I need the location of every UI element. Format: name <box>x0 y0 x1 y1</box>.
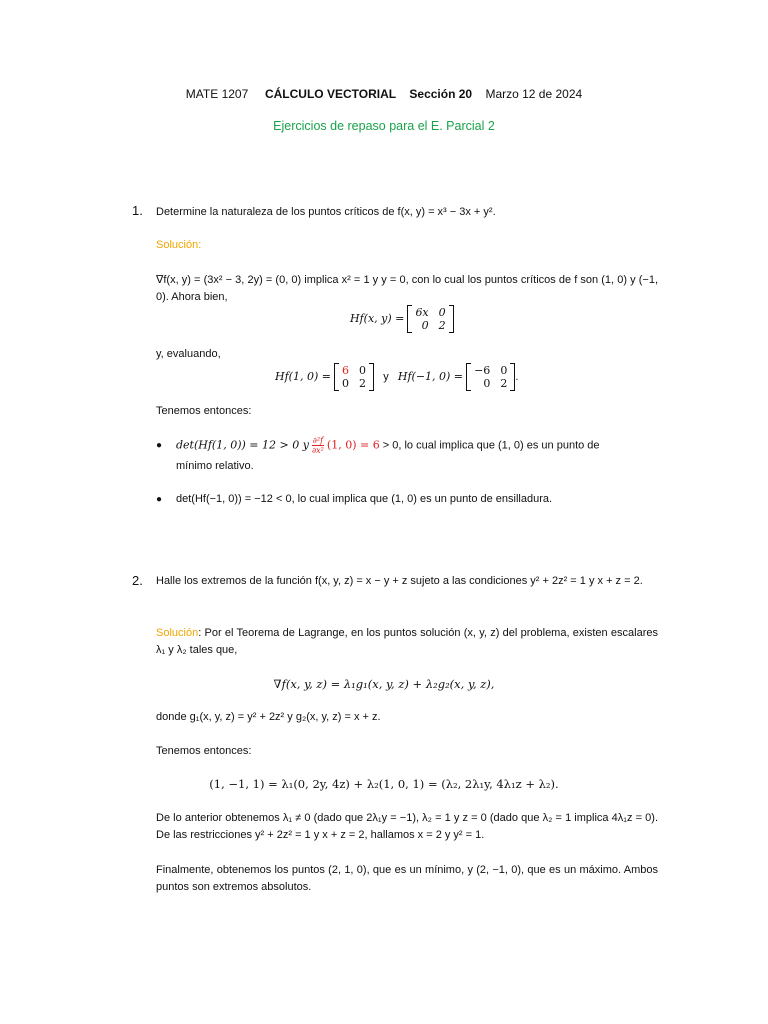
fraction-denominator: ∂x² <box>311 446 324 455</box>
hessian-2-matrix: −6 0 0 2 . <box>466 363 518 391</box>
matrix-cell: 6x <box>415 306 429 319</box>
bullet-1-continuation: mínimo relativo. <box>176 460 254 472</box>
matrix-cell: 0 <box>483 377 491 390</box>
exercise-2-statement: Halle los extremos de la función f(x, y, z) = x − y + z sujeto a las condiciones y² + 2z² = 1 y x + z = 2. <box>156 575 643 587</box>
matrix-cell: 2 <box>500 377 508 390</box>
hessian-1-matrix <box>334 363 374 391</box>
tenemos-text-1: Tenemos entonces: <box>156 405 252 417</box>
matrix-cell: 2 <box>438 319 446 332</box>
exercise-2-paragraph-1-text: : Por el Teorema de Lagrange, en los puntos solución (x, y, z) del problema, existen escalares λ₁ y λ₂ tales que, <box>156 627 658 656</box>
document-date: Marzo 12 de 2024 <box>485 87 583 101</box>
hessian-1-lhs: Hf(1, 0) = <box>275 369 331 383</box>
exercise-1-solucion-label: Solución: <box>156 239 202 251</box>
system-equation: (1, −1, 1) = λ₁(0, 2y, 4z) + λ₂(1, 0, 1) = (λ₂, 2λ₁y, 4λ₁z + λ₂). <box>209 777 559 791</box>
hessian-general <box>350 305 454 333</box>
course-title: CÁLCULO VECTORIAL <box>264 87 397 101</box>
document-header <box>0 87 768 101</box>
donde-text: donde g₁(x, y, z) = y² + 2z² y g₂(x, y, z) = x + z. <box>156 711 381 723</box>
bullet-1-det: det(Hf(1, 0)) = 12 > 0 y <box>176 438 309 452</box>
exercise-2-solucion-label: Solución <box>156 627 199 639</box>
tenemos-text-2: Tenemos entonces: <box>156 745 252 757</box>
matrix-cell: 0 <box>342 377 350 390</box>
matrix-cell: −6 <box>474 364 491 377</box>
matrix-cell: 6 <box>342 364 350 377</box>
exercise-1-statement: Determine la naturaleza de los puntos críticos de f(x, y) = x³ − 3x + y². <box>156 206 496 218</box>
matrix-cell: 0 <box>359 364 367 377</box>
exercise-2-paragraph-2: De lo anterior obtenemos λ₁ ≠ 0 (dado que 2λ₁y = −1), λ₂ = 1 y z = 0 (dado que λ₂ = 1 implica 4λ₁z = 0). De las restricciones y² + 2z² = 1 y x + z = 2, hallamos x = 2 y y² = 1. <box>156 812 658 841</box>
exercise-2-paragraph-1 <box>156 625 658 659</box>
hessian-matrix <box>407 305 453 333</box>
matrix-cell: 0 <box>421 319 429 332</box>
matrix-cell: 2 <box>359 377 367 390</box>
evaluando-text: y, evaluando, <box>156 348 221 360</box>
course-code: MATE 1207 <box>185 87 249 101</box>
course-section: Sección 20 <box>409 87 473 101</box>
exercise-1-number: 1. <box>132 203 143 218</box>
bullet-1-text: > 0, lo cual implica que (1, 0) es un punto de <box>382 439 600 452</box>
matrix-cell: 0 <box>438 306 446 319</box>
matrix-cell: 0 <box>500 364 508 377</box>
second-partial-fraction <box>312 436 324 455</box>
bullet-1 <box>176 436 600 455</box>
lagrange-equation: ∇f(x, y, z) = λ₁g₁(x, y, z) + λ₂g₂(x, y, z), <box>273 677 495 691</box>
conjunction: y <box>383 370 389 383</box>
exercise-2-paragraph-3: Finalmente, obtenemos los puntos (2, 1, 0), que es un mínimo, y (2, −1, 0), que es un máximo. Ambos puntos son extremos absolutos. <box>156 864 658 893</box>
bullet-1-value: (1, 0) = 6 <box>326 438 380 452</box>
exercise-1-paragraph-1: ∇f(x, y) = (3x² − 3, 2y) = (0, 0) implica x² = 1 y y = 0, con lo cual los puntos críticos de f son (1, 0) y (−1, 0). Ahora bien, <box>156 274 658 303</box>
fraction-numerator: ∂²f <box>312 436 324 445</box>
bullet-icon: ● <box>156 494 163 505</box>
document-subtitle: Ejercicios de repaso para el E. Parcial 2 <box>273 119 495 133</box>
bullet-2: det(Hf(−1, 0)) = −12 < 0, lo cual implica que (1, 0) es un punto de ensilladura. <box>176 493 553 505</box>
hessian-lhs: Hf(x, y) = <box>350 311 405 325</box>
hessian-2-lhs: Hf(−1, 0) = <box>397 369 464 383</box>
hessian-evaluated <box>275 363 518 391</box>
exercise-2-number: 2. <box>132 573 143 588</box>
bullet-icon: ● <box>156 440 163 451</box>
